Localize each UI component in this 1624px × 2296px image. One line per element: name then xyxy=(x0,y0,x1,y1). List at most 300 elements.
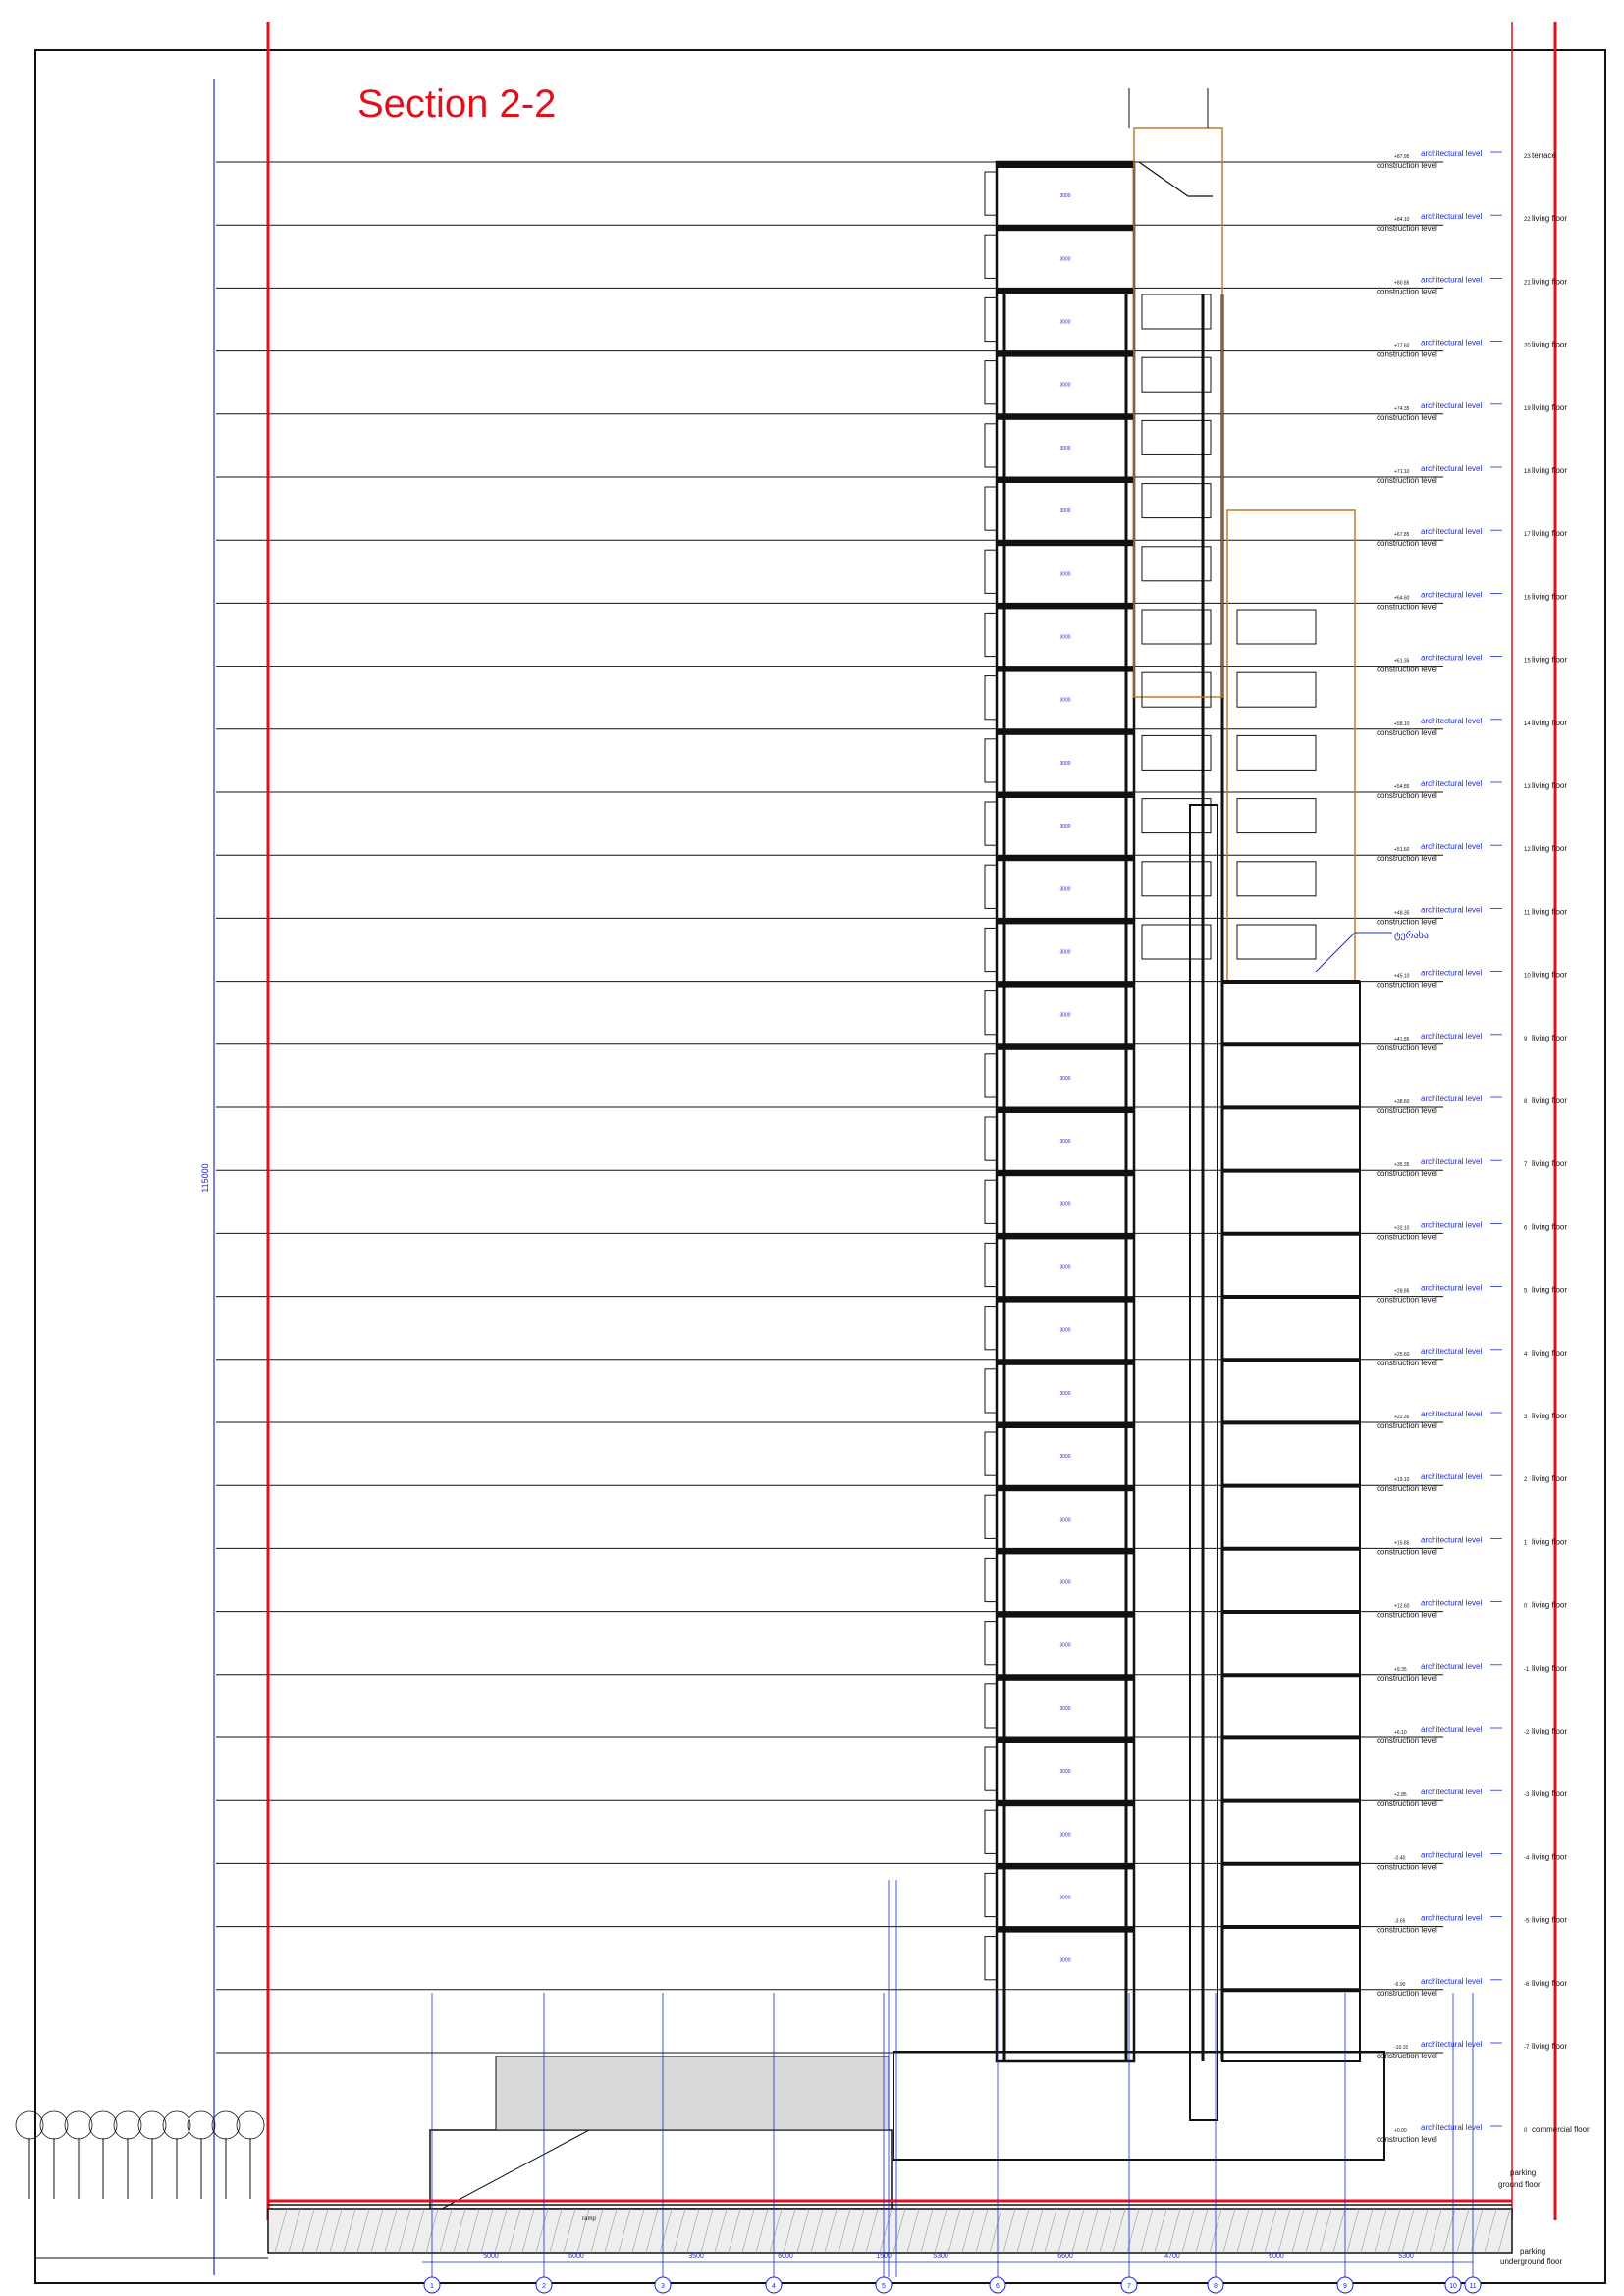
sheet-border xyxy=(35,50,1605,2283)
window-panel xyxy=(1237,862,1316,896)
bottom-dimension: 6600 xyxy=(1057,2253,1073,2260)
level-mark: +80.85 xyxy=(1394,280,1410,287)
window-panel xyxy=(1142,799,1211,833)
bottom-dimension: 5000 xyxy=(483,2253,499,2260)
floor-height-dim: 3000 xyxy=(1059,445,1071,452)
floor-tag: 10 xyxy=(1524,973,1531,980)
level-mark: +0.00 xyxy=(1394,2128,1407,2134)
level-mark: +38.60 xyxy=(1394,1099,1410,1105)
floor-slab xyxy=(997,477,1134,483)
construction-level-label: construction level xyxy=(1377,791,1437,800)
floor-height-dim: 3000 xyxy=(1059,1642,1071,1649)
floor-height-dim: 3000 xyxy=(1059,1579,1071,1586)
architectural-level-label: architectural level xyxy=(1421,1661,1483,1671)
floor-tag: 0 xyxy=(1524,2128,1528,2134)
architectural-level-label: architectural level xyxy=(1421,1410,1483,1418)
construction-level-label: construction level xyxy=(1377,476,1437,485)
floor-tag: 16 xyxy=(1524,595,1531,602)
floor-height-dim: 3000 xyxy=(1059,382,1071,389)
level-mark: +15.85 xyxy=(1394,1540,1410,1547)
balcony-outline xyxy=(985,1684,997,1728)
floor-tag: 7 xyxy=(1524,1162,1528,1169)
level-mark: +71.10 xyxy=(1394,469,1410,475)
level-mark: +67.85 xyxy=(1394,532,1410,539)
floor-tag: -1 xyxy=(1524,1666,1530,1673)
floor-slab xyxy=(997,1233,1134,1239)
floor-type-label: living floor xyxy=(1532,1033,1568,1042)
construction-level-label: construction level xyxy=(1377,1106,1437,1115)
floor-type-label: living floor xyxy=(1532,340,1568,349)
floor-slab xyxy=(997,1170,1134,1176)
construction-level-label: construction level xyxy=(1377,980,1437,989)
window-panel xyxy=(1142,735,1211,770)
floor-height-dim: 3000 xyxy=(1059,760,1071,767)
level-mark: -6.90 xyxy=(1394,1981,1406,1988)
floor-height-dim: 3000 xyxy=(1059,1454,1071,1461)
floor-slab xyxy=(997,414,1134,420)
floor-slab xyxy=(997,792,1134,798)
floor-slab xyxy=(997,1297,1134,1303)
level-mark: +58.10 xyxy=(1394,721,1410,727)
construction-level-label: construction level xyxy=(1377,1925,1437,1935)
terrace-annotation: ტერასა xyxy=(1394,931,1429,941)
underground-floor-label: underground floor xyxy=(1500,2257,1563,2266)
architectural-level-label: architectural level xyxy=(1421,275,1483,285)
level-mark: +74.35 xyxy=(1394,405,1410,412)
window-panel xyxy=(1142,357,1211,392)
floor-type-label: living floor xyxy=(1532,1348,1568,1358)
section-title: Section 2-2 xyxy=(357,82,557,126)
floor-slab xyxy=(997,351,1134,357)
floor-type-label: living floor xyxy=(1532,466,1568,475)
bottom-dimension: 1500 xyxy=(876,2253,892,2260)
architectural-level-label: architectural level xyxy=(1421,464,1483,473)
balcony-outline xyxy=(985,424,997,467)
floor-type-label: living floor xyxy=(1532,1852,1568,1862)
architectural-level-label: architectural level xyxy=(1421,968,1483,978)
construction-level-label: construction level xyxy=(1377,1799,1437,1809)
window-panel xyxy=(1142,420,1211,454)
floor-height-dim: 3000 xyxy=(1059,1895,1071,1901)
level-mark: +64.60 xyxy=(1394,595,1410,602)
level-mark: +32.10 xyxy=(1394,1225,1410,1232)
construction-level-label: construction level xyxy=(1377,161,1437,170)
bottom-dimension: 4700 xyxy=(1164,2253,1180,2260)
floor-slab xyxy=(997,540,1134,546)
floor-tag: 21 xyxy=(1524,280,1531,287)
floor-tag: -7 xyxy=(1524,2045,1530,2051)
construction-level-label: construction level xyxy=(1377,1295,1437,1305)
floor-tag: -6 xyxy=(1524,1981,1530,1988)
axis-tag: 6 xyxy=(996,2283,1000,2290)
balcony-outline xyxy=(985,1369,997,1413)
window-panel xyxy=(1142,294,1211,329)
floor-type-label: living floor xyxy=(1532,402,1568,412)
bottom-dimension: 6000 xyxy=(568,2253,584,2260)
floor-height-dim: 3000 xyxy=(1059,1075,1071,1082)
architectural-level-label: architectural level xyxy=(1421,212,1483,222)
architectural-level-label: architectural level xyxy=(1421,2123,1483,2132)
floor-slab xyxy=(997,918,1134,924)
east-wing-block xyxy=(1222,982,1360,2061)
balcony-outline xyxy=(985,1747,997,1790)
floor-slab xyxy=(997,1927,1134,1933)
floor-slab xyxy=(997,1612,1134,1618)
construction-level-label: construction level xyxy=(1377,2135,1437,2144)
construction-level-label: construction level xyxy=(1377,1421,1437,1430)
window-panel xyxy=(1142,862,1211,896)
floor-slab xyxy=(997,1107,1134,1113)
commercial-podium xyxy=(893,2052,1384,2160)
floor-slab xyxy=(997,1485,1134,1491)
balcony-outline xyxy=(985,235,997,278)
balcony-outline xyxy=(985,865,997,908)
floor-tag: 19 xyxy=(1524,405,1531,412)
floor-slab xyxy=(997,1422,1134,1428)
floor-height-dim: 3000 xyxy=(1059,1705,1071,1712)
bottom-dimension: 5300 xyxy=(933,2253,948,2260)
floor-slab xyxy=(997,1863,1134,1869)
floor-type-label: living floor xyxy=(1532,1412,1568,1420)
terrace-annotation-leader xyxy=(1316,933,1392,972)
axis-tag: 9 xyxy=(1343,2283,1347,2290)
axis-tag: 2 xyxy=(542,2283,546,2290)
architectural-level-label: architectural level xyxy=(1421,1095,1483,1103)
construction-level-label: construction level xyxy=(1377,1042,1437,1052)
floor-type-label: living floor xyxy=(1532,1222,1568,1232)
floor-tag: 12 xyxy=(1524,847,1531,854)
window-panel xyxy=(1237,672,1316,707)
level-mark: +48.35 xyxy=(1394,910,1410,917)
balcony-outline xyxy=(985,1495,997,1538)
bottom-dimension: 6000 xyxy=(778,2253,793,2260)
tree-canopy xyxy=(114,2111,141,2139)
architectural-level-label: architectural level xyxy=(1421,1535,1483,1545)
balcony-outline xyxy=(985,1243,997,1286)
floor-type-label: living floor xyxy=(1532,781,1568,790)
architectural-level-label: architectural level xyxy=(1421,338,1483,347)
balcony-outline xyxy=(985,297,997,341)
architectural-level-label: architectural level xyxy=(1421,1346,1483,1356)
construction-level-label: construction level xyxy=(1377,1547,1437,1557)
architectural-level-label: architectural level xyxy=(1421,1283,1483,1293)
window-panel xyxy=(1142,925,1211,959)
floor-tag: 5 xyxy=(1524,1288,1528,1295)
architectural-level-label: architectural level xyxy=(1421,400,1483,410)
level-mark: +6.10 xyxy=(1394,1730,1407,1735)
construction-level-label: construction level xyxy=(1377,1610,1437,1620)
balcony-outline xyxy=(985,1558,997,1601)
floor-slab xyxy=(997,1800,1134,1806)
floor-height-dim: 3000 xyxy=(1059,1264,1071,1271)
axis-tag: 7 xyxy=(1127,2283,1131,2290)
level-mark: -10.15 xyxy=(1394,2045,1409,2051)
floor-height-dim: 3000 xyxy=(1059,1517,1071,1523)
architectural-level-label: architectural level xyxy=(1421,1725,1483,1734)
architectural-level-label: architectural level xyxy=(1421,2040,1483,2049)
floor-tag: 11 xyxy=(1524,910,1531,917)
overall-dimension-text: 115000 xyxy=(200,1163,210,1193)
floor-tag: 13 xyxy=(1524,784,1531,790)
floor-height-dim: 3000 xyxy=(1059,319,1071,326)
floor-height-dim: 3000 xyxy=(1059,1201,1071,1208)
construction-level-label: construction level xyxy=(1377,1358,1437,1367)
floor-tag: -5 xyxy=(1524,1918,1530,1925)
floor-tag: 1 xyxy=(1524,1540,1528,1547)
balcony-outline xyxy=(985,613,997,656)
construction-level-label: construction level xyxy=(1377,1862,1437,1872)
floor-type-label: living floor xyxy=(1532,529,1568,539)
tree-canopy xyxy=(16,2111,43,2139)
level-mark: +2.85 xyxy=(1394,1792,1407,1799)
level-mark: +61.35 xyxy=(1394,658,1410,665)
level-mark: -3.65 xyxy=(1394,1918,1406,1925)
floor-type-label: living floor xyxy=(1532,1915,1568,1925)
floor-tag: 9 xyxy=(1524,1036,1528,1042)
window-panel xyxy=(1237,925,1316,959)
tree-canopy xyxy=(188,2111,215,2139)
architectural-level-label: architectural level xyxy=(1421,149,1483,158)
axis-tag: 3 xyxy=(661,2283,665,2290)
architectural-level-label: architectural level xyxy=(1421,1157,1483,1167)
architectural-level-label: architectural level xyxy=(1421,653,1483,663)
floor-height-dim: 3000 xyxy=(1059,886,1071,893)
construction-level-label: construction level xyxy=(1377,854,1437,864)
tree-canopy xyxy=(163,2111,190,2139)
floor-type-label: living floor xyxy=(1532,844,1568,854)
architectural-level-label: architectural level xyxy=(1421,1788,1483,1797)
floor-slab xyxy=(997,1548,1134,1554)
balcony-outline xyxy=(985,1054,997,1097)
parking-label: parking xyxy=(1510,2168,1537,2177)
architectural-level-label: architectural level xyxy=(1421,1031,1483,1041)
floor-type-label: living floor xyxy=(1532,1978,1568,1988)
balcony-outline xyxy=(985,928,997,971)
floor-slab xyxy=(997,729,1134,735)
level-mark: +77.60 xyxy=(1394,343,1410,349)
balcony-outline xyxy=(985,550,997,593)
upper-setback-block xyxy=(1134,128,1222,697)
floor-type-label: living floor xyxy=(1532,907,1568,917)
construction-level-label: construction level xyxy=(1377,2052,1437,2060)
floor-height-dim: 3000 xyxy=(1059,1832,1071,1839)
architectural-level-label: architectural level xyxy=(1421,527,1483,537)
construction-level-label: construction level xyxy=(1377,727,1437,737)
construction-level-label: construction level xyxy=(1377,917,1437,927)
floor-slab xyxy=(997,1044,1134,1050)
construction-level-label: construction level xyxy=(1377,412,1437,422)
axis-tag: 1 xyxy=(430,2283,434,2290)
axis-tag: 5 xyxy=(882,2283,886,2290)
floor-type-label: living floor xyxy=(1532,1159,1568,1169)
architectural-level-label: architectural level xyxy=(1421,1598,1483,1608)
floor-tag: 17 xyxy=(1524,532,1531,539)
parking-label-2: parking xyxy=(1520,2247,1546,2256)
architectural-level-label: architectural level xyxy=(1421,1850,1483,1860)
architectural-level-label: architectural level xyxy=(1421,905,1483,915)
floor-type-label: living floor xyxy=(1532,1537,1568,1547)
floor-slab xyxy=(997,1675,1134,1681)
balcony-outline xyxy=(985,739,997,782)
setback-block-2 xyxy=(1227,510,1355,982)
construction-level-label: construction level xyxy=(1377,1484,1437,1494)
level-mark: +28.85 xyxy=(1394,1288,1410,1295)
floor-type-label: living floor xyxy=(1532,592,1568,602)
level-mark: +25.60 xyxy=(1394,1351,1410,1358)
bottom-dimension: 3500 xyxy=(688,2253,704,2260)
floor-height-dim: 3000 xyxy=(1059,1139,1071,1146)
floor-height-dim: 3000 xyxy=(1059,256,1071,263)
window-panel xyxy=(1142,547,1211,581)
architectural-level-label: architectural level xyxy=(1421,1472,1483,1482)
floor-height-dim: 3000 xyxy=(1059,1957,1071,1964)
architectural-level-label: architectural level xyxy=(1421,842,1483,852)
window-panel xyxy=(1237,799,1316,833)
floor-height-dim: 3000 xyxy=(1059,1769,1071,1776)
tree-canopy xyxy=(65,2111,92,2139)
floor-tag: 3 xyxy=(1524,1415,1528,1420)
floor-slab xyxy=(997,982,1134,988)
architectural-level-label: architectural level xyxy=(1421,716,1483,725)
floor-type-label: living floor xyxy=(1532,2042,1568,2051)
window-panel xyxy=(1142,484,1211,518)
window-panel xyxy=(1142,672,1211,707)
floor-height-dim: 3000 xyxy=(1059,697,1071,704)
construction-level-label: construction level xyxy=(1377,665,1437,674)
floor-height-dim: 3000 xyxy=(1059,1327,1071,1334)
construction-level-label: construction level xyxy=(1377,1169,1437,1179)
level-mark: +35.35 xyxy=(1394,1162,1410,1169)
floor-type-label: commercial floor xyxy=(1532,2125,1590,2134)
construction-level-label: construction level xyxy=(1377,287,1437,296)
roof-stair xyxy=(1139,162,1213,196)
level-mark: +41.85 xyxy=(1394,1036,1410,1042)
floor-slab xyxy=(997,667,1134,672)
floor-tag: 8 xyxy=(1524,1099,1528,1105)
floor-height-dim: 3000 xyxy=(1059,508,1071,515)
balcony-outline xyxy=(985,1810,997,1853)
floor-tag: 14 xyxy=(1524,721,1531,727)
construction-level-label: construction level xyxy=(1377,1673,1437,1682)
floor-type-label: living floor xyxy=(1532,1789,1568,1799)
bottom-dimension: 5300 xyxy=(1398,2253,1414,2260)
floor-type-label: living floor xyxy=(1532,655,1568,665)
floor-height-dim: 3000 xyxy=(1059,1390,1071,1397)
floor-tag: -3 xyxy=(1524,1792,1530,1799)
balcony-outline xyxy=(985,1432,997,1475)
ramp-label: ramp xyxy=(582,2216,596,2222)
window-panel xyxy=(1142,610,1211,644)
podium-stair xyxy=(442,2130,589,2209)
balcony-outline xyxy=(985,172,997,215)
level-mark: +45.10 xyxy=(1394,973,1410,980)
floor-height-dim: 3000 xyxy=(1059,193,1071,200)
balcony-outline xyxy=(985,991,997,1035)
balcony-outline xyxy=(985,1117,997,1160)
floor-tag: -4 xyxy=(1524,1855,1530,1862)
level-mark: +9.35 xyxy=(1394,1666,1407,1673)
balcony-outline xyxy=(985,1180,997,1223)
floor-tag: -2 xyxy=(1524,1730,1530,1735)
tree-canopy xyxy=(237,2111,264,2139)
balcony-outline xyxy=(985,487,997,530)
construction-level-label: construction level xyxy=(1377,224,1437,234)
axis-tag: 4 xyxy=(772,2283,776,2290)
floor-tag: 15 xyxy=(1524,658,1531,665)
floor-tag: 6 xyxy=(1524,1225,1528,1232)
level-mark: +12.60 xyxy=(1394,1603,1410,1610)
floor-height-dim: 3000 xyxy=(1059,949,1071,956)
floor-height-dim: 3000 xyxy=(1059,571,1071,578)
window-panel xyxy=(1237,610,1316,644)
level-mark: +54.85 xyxy=(1394,784,1410,790)
axis-tag: 10 xyxy=(1449,2283,1457,2290)
floor-slab xyxy=(997,162,1134,168)
floor-type-label: living floor xyxy=(1532,1663,1568,1673)
construction-level-label: construction level xyxy=(1377,1988,1437,1998)
floor-tag: 2 xyxy=(1524,1477,1528,1484)
floor-tag: 23 xyxy=(1524,154,1531,160)
level-mark: +84.10 xyxy=(1394,217,1410,224)
tree-canopy xyxy=(40,2111,68,2139)
construction-level-label: construction level xyxy=(1377,1736,1437,1745)
floor-tag: 22 xyxy=(1524,217,1531,224)
floor-type-label: living floor xyxy=(1532,1600,1568,1610)
balcony-outline xyxy=(985,1622,997,1665)
floor-tag: 4 xyxy=(1524,1351,1528,1358)
floor-type-label: living floor xyxy=(1532,718,1568,727)
axis-tag: 8 xyxy=(1214,2283,1218,2290)
level-mark: +19.10 xyxy=(1394,1477,1410,1484)
floor-type-label: terrace xyxy=(1532,151,1556,160)
floor-slab xyxy=(997,1737,1134,1743)
floor-slab xyxy=(997,855,1134,861)
floor-type-label: living floor xyxy=(1532,277,1568,287)
tree-canopy xyxy=(89,2111,117,2139)
floor-slab xyxy=(997,225,1134,231)
floor-tag: 20 xyxy=(1524,343,1531,349)
balcony-outline xyxy=(985,1937,997,1980)
bottom-dimension: 6000 xyxy=(1269,2253,1284,2260)
balcony-outline xyxy=(985,676,997,720)
floor-slab xyxy=(997,1360,1134,1365)
tree-canopy xyxy=(138,2111,166,2139)
level-mark: +22.35 xyxy=(1394,1415,1410,1420)
floor-height-dim: 3000 xyxy=(1059,824,1071,830)
tree-canopy xyxy=(212,2111,240,2139)
floor-type-label: living floor xyxy=(1532,1096,1568,1105)
balcony-outline xyxy=(985,1873,997,1916)
architectural-level-label: architectural level xyxy=(1421,590,1483,600)
floor-type-label: living floor xyxy=(1532,1285,1568,1295)
construction-level-label: construction level xyxy=(1377,602,1437,612)
balcony-outline xyxy=(985,802,997,845)
window-panel xyxy=(1237,735,1316,770)
ground-floor-label: ground floor xyxy=(1498,2180,1541,2189)
axis-tag: 11 xyxy=(1469,2283,1477,2290)
floor-type-label: living floor xyxy=(1532,1474,1568,1484)
level-mark: +87.95 xyxy=(1394,154,1410,160)
balcony-outline xyxy=(985,361,997,404)
level-mark: +51.60 xyxy=(1394,847,1410,854)
construction-level-label: construction level xyxy=(1377,349,1437,359)
architectural-level-label: architectural level xyxy=(1421,1913,1483,1923)
floor-height-dim: 3000 xyxy=(1059,634,1071,641)
level-mark: -0.40 xyxy=(1394,1855,1406,1862)
construction-level-label: construction level xyxy=(1377,1232,1437,1242)
construction-level-label: construction level xyxy=(1377,539,1437,549)
floor-height-dim: 3000 xyxy=(1059,1012,1071,1019)
